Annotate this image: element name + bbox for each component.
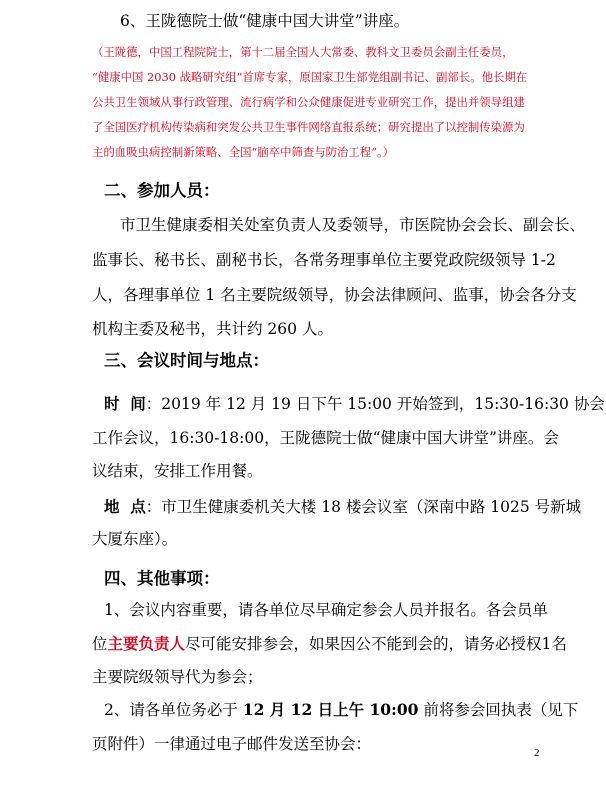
bio-note-line: 公共卫生领域从事行政管理、流行病学和公众健康促进专业研究工作，提出并领导组建 (92, 95, 525, 109)
page-number: 2 (534, 747, 540, 759)
bio-note-line: 了全国医疗机构传染病和突发公共卫生事件网络直报系统；研究提出了以控制传染源为 (92, 120, 525, 134)
section-heading-participants: 二、参加人员： (104, 181, 220, 200)
item-6-lecture: 6、王陇德院士做“健康中国大讲堂”讲座。 (120, 12, 410, 30)
bio-note-line: “健康中国 2030 战略研究组”首席专家，原国家卫生部党组副书记、副部长。他长期在 (92, 70, 528, 84)
section-heading-time-place: 三、会议时间与地点： (104, 351, 269, 370)
meeting-time-line: 议结束，安排工作用餐。 (92, 462, 263, 480)
other-item-2-line (104, 700, 578, 720)
meeting-place-line: 大厦东座）。 (92, 530, 178, 548)
text-fragment: 前将参会回执表（见下 (418, 701, 579, 719)
participants-line: 机构主委及秘书，共计约 260 人。 (92, 320, 333, 338)
other-item-2-line: 页附件）一律通过电子邮件发送至协会： (92, 735, 372, 753)
text-fragment: 尽可能安排参会，如果因公不能到会的，请务必授权1名 (185, 635, 567, 653)
bio-note-line: 主的血吸虫病控制新策略、全国“脑卒中筛查与防治工程”。） (92, 145, 395, 159)
other-item-1-line (92, 634, 567, 654)
time-text: ：2019 年 12 月 19 日下午 15:00 开始签到，15:30-16:30 协会 (145, 395, 605, 413)
meeting-time-line: 工作会议，16:30-18:00，王陇德院士做“健康中国大讲堂”讲座。会 (92, 429, 559, 447)
participants-line: 市卫生健康委相关处室负责人及委领导，市医院协会会长、副会长、 (120, 216, 586, 234)
bio-note-line: （王陇德，中国工程院院士，第十二届全国人大常委、教科文卫委员会副主任委员， (92, 45, 514, 59)
highlight-main-responsible-person: 主要负责人 (107, 634, 186, 653)
meeting-place-line (104, 497, 581, 517)
participants-line: 监事长、秘书长、副秘书长，各常务理事单位主要党政院级领导 1-2 (92, 251, 556, 269)
place-text: ：市卫生健康委机关大楼 18 楼会议室（深南中路 1025 号新城 (145, 498, 582, 516)
text-fragment: 2、请各单位务必于 (104, 701, 243, 719)
time-label: 时 间 (104, 395, 146, 413)
text-fragment: 位 (92, 635, 108, 653)
other-item-1-line: 1、会议内容重要，请各单位尽早确定参会人员并报名。各会员单 (104, 601, 548, 619)
section-heading-other-matters: 四、其他事项： (104, 569, 220, 588)
meeting-time-line (104, 394, 605, 414)
place-label: 地 点 (104, 498, 146, 516)
other-item-1-line: 主要院级领导代为参会； (92, 668, 263, 686)
participants-line: 人，各理事单位 1 名主要院级领导，协会法律顾问、监事，协会各分支 (92, 286, 577, 304)
deadline-highlight: 12 月 12 日上午 10:00 (242, 700, 419, 719)
